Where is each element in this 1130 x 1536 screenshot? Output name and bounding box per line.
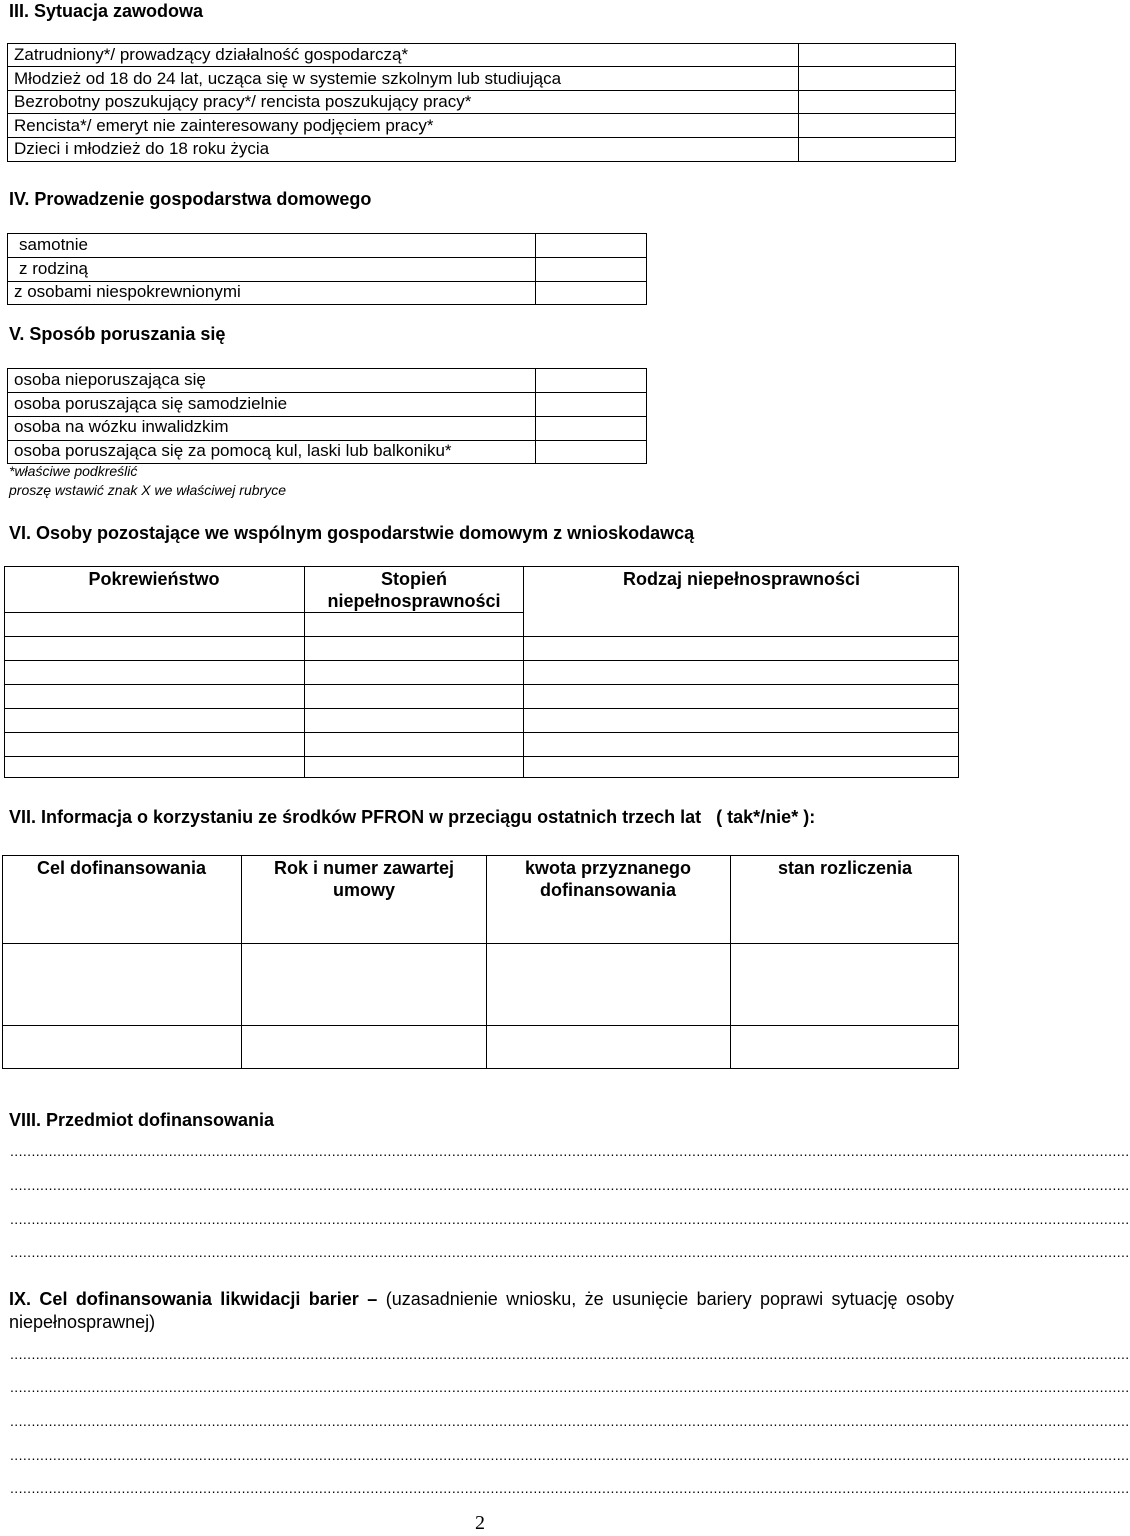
pfron-funding-table (2, 855, 959, 1069)
col-header-relationship: Pokrewieństwo (88, 569, 220, 589)
employment-option: Dzieci i młodzież do 18 roku życia (14, 139, 270, 159)
dotted-answer-line[interactable]: ..................................................................................................................................................................................................................................................................... (10, 1177, 1130, 1193)
section-4-title: IV. Prowadzenie gospodarstwa domowego (9, 189, 372, 209)
dotted-answer-line[interactable]: ..................................................................................................................................................................................................................................................................... (10, 1143, 1130, 1159)
col-header-settlement-status: stan rozliczenia (777, 858, 913, 878)
footnote-mark-x: proszę wstawić znak X we właściwej rubryce (9, 482, 286, 498)
col-header-granted-amount: kwota przyznanego dofinansowania (524, 858, 692, 900)
col-header-disability-degree: Stopień niepełnosprawności (327, 569, 501, 611)
dotted-answer-line[interactable]: ..................................................................................................................................................................................................................................................................... (10, 1447, 1130, 1463)
section-9-title: IX. Cel dofinansowania likwidacji barier – (uzasadnienie wniosku, że usunięcie bariery poprawi sytuację osoby niepełnosprawnej) (9, 1289, 954, 1332)
mobility-option: osoba na wózku inwalidzkim (14, 417, 229, 437)
section-6-title: VI. Osoby pozostające we wspólnym gospodarstwie domowym z wnioskodawcą (9, 523, 695, 543)
footnote-underline: *właściwe podkreślić (9, 463, 138, 479)
employment-options (14, 43, 561, 161)
employment-option: Bezrobotny poszukujący pracy*/ rencista poszukujący pracy* (14, 92, 472, 112)
section-7-title: VII. Informacja o korzystaniu ze środków PFRON w przeciągu ostatnich trzech lat ( tak*/nie* ): (9, 807, 816, 827)
household-checkbox-cell[interactable] (536, 234, 646, 304)
employment-option: Zatrudniony*/ prowadzący działalność gospodarczą* (14, 45, 409, 64)
household-options (14, 233, 241, 304)
section-9-description: (uzasadnienie wniosku, że usunięcie bariery poprawi sytuację osoby niepełnosprawnej) (9, 1289, 954, 1332)
dotted-answer-line[interactable]: ..................................................................................................................................................................................................................................................................... (10, 1413, 1130, 1429)
household-option: z osobami niespokrewnionymi (14, 282, 241, 302)
mobility-checkbox-cell[interactable] (536, 369, 646, 463)
household-option: z rodziną (19, 258, 88, 278)
employment-option: Rencista*/ emeryt nie zainteresowany podjęciem pracy* (14, 115, 434, 135)
section-3-title: III. Sytuacja zawodowa (9, 1, 204, 21)
dotted-answer-line[interactable]: ..................................................................................................................................................................................................................................................................... (10, 1211, 1130, 1227)
dotted-answer-line[interactable]: ..................................................................................................................................................................................................................................................................... (10, 1244, 1130, 1260)
mobility-option: osoba nieporuszająca się (14, 370, 206, 389)
page-number: 2 (475, 1512, 485, 1534)
dotted-answer-line[interactable]: ..................................................................................................................................................................................................................................................................... (10, 1480, 1130, 1496)
mobility-options (14, 368, 452, 462)
yes-no-hint: ( tak*/nie* ): (716, 807, 816, 827)
section-8-title: VIII. Przedmiot dofinansowania (9, 1110, 275, 1130)
dotted-answer-line[interactable]: ..................................................................................................................................................................................................................................................................... (10, 1379, 1130, 1395)
mobility-option: osoba poruszająca się za pomocą kul, laski lub balkoniku* (14, 440, 452, 460)
col-header-agreement-year-number: Rok i numer zawartej umowy (273, 858, 455, 900)
col-header-disability-type: Rodzaj niepełnosprawności (622, 569, 861, 589)
col-header-funding-purpose: Cel dofinansowania (36, 858, 207, 878)
section-5-title: V. Sposób poruszania się (9, 324, 226, 344)
employment-status-checkbox-cell[interactable] (799, 44, 955, 161)
mobility-option: osoba poruszająca się samodzielnie (14, 393, 288, 413)
employment-option: Młodzież od 18 do 24 lat, ucząca się w systemie szkolnym lub studiująca (14, 68, 562, 88)
dotted-answer-line[interactable]: ..................................................................................................................................................................................................................................................................... (10, 1346, 1130, 1362)
household-option: samotnie (19, 235, 88, 254)
